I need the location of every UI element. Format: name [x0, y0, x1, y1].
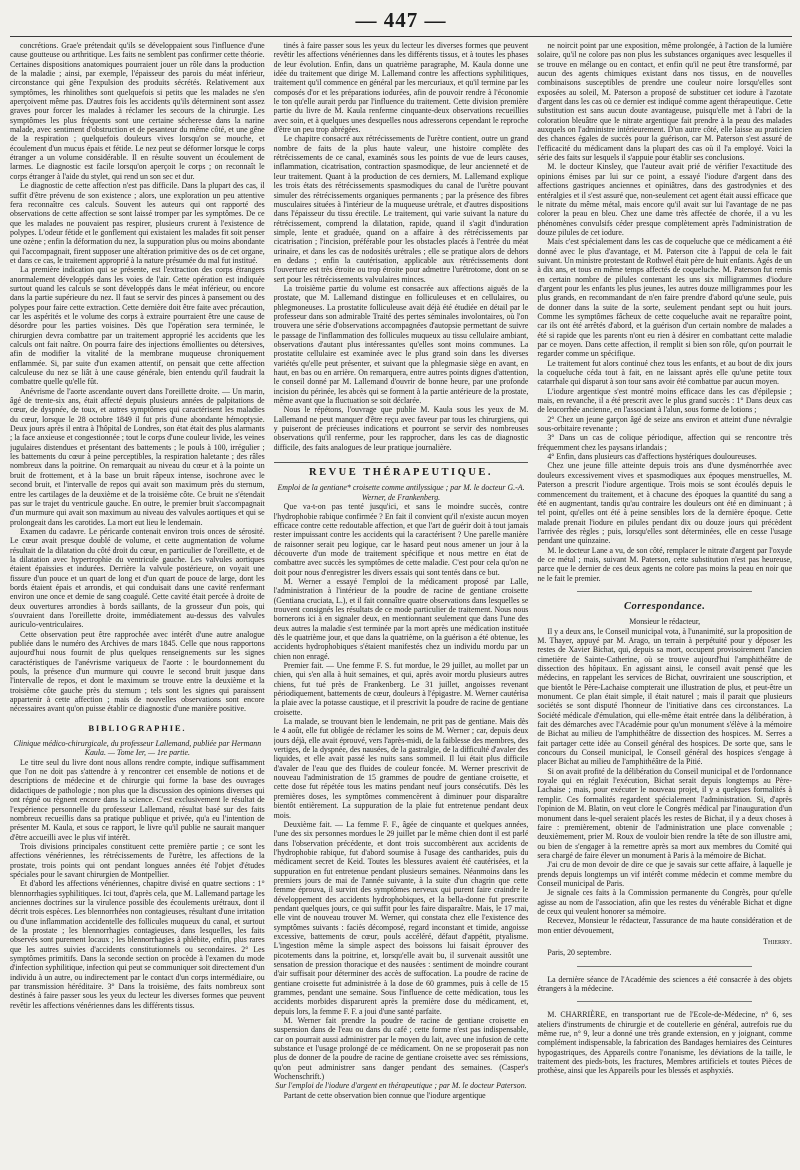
paragraph: Et d'abord les affections vénériennes, chapitre divisé en quatre sections : 1° blennorrhagies syphilitiques. Ici tout, d'après cela, que M. Lallemand partage les anciennes doctrines sur la virulence possible des écoulements urétraux, dont il décrit trois espèces. Les blennorrhées non contagieuses, résultant d'une irritation ou d'une inflammation accidentelle des follicules muqueux du canal, et surtout de la prostate ; les blennorrhagies contagieuses, dans lesquelles, les faits observés sont purement locaux ; les blennorrhagies à phlébite, enfin, plus rares que les autres suivies d'accidents constitutionnels ou secondaires. 2° Les symptômes primitifs. Dans la seconde section on procède à l'examen du mode d'infection syphilitique, infection qui peut se communiquer soit directement d'un individu à un autre, ou indirectement par le contact d'un corps intermédiaire, ou par transmission héréditaire. 3° Dans la troisième, des faits nombreux sont destinés à faire passer sous les yeux du lecteur les diverses formes que peuvent revêtir les affections vénériennes dans les différents tissus.	[10, 879, 265, 1010]
paragraph: Recevez, Monsieur le rédacteur, l'assurance de ma haute considération et de mon entier dévouement,	[537, 916, 793, 935]
paragraph: Cette observation peut être rapprochée avec intérêt d'une autre analogue publiée dans le numéro des Archives de mars 1845. Celle que nous rapportons aujourd'hui nous fournit de plus quelques renseignements sur les signes caractéristiques de l'anévrisme variqueux de l'aorte : le bourdonnement du pouls, la présence d'un murmure qui couvre le second bruit jusque dans l'intervalle de repos, et dont le maximum se trouve entre la deuxième et la troisième côte gauche près du sternum ; tels sont les signes qui paraissent appartenir à cette affection ; mais de nouvelles observations sont encore nécessaires avant qu'on puisse établir ce diagnostic d'une manière positive.	[10, 629, 265, 714]
article-title: Sur l'emploi de l'iodure d'argent en thérapeutique ; par M. le docteur Paterson.	[275, 1081, 527, 1091]
paragraph: Je signale ces faits à la Commission permanente du Congrès, pour qu'elle agisse au nom de l'association, afin que les restes du vénérable Bichat et digne de ceux qui veulent honorer sa mémoire.	[537, 888, 793, 916]
paragraph: 2° Chez un jeune garçon âgé de seize ans environ et atteint d'une névralgie sous-orbitaire revenante ;	[537, 414, 793, 434]
date-line: Paris, 20 septembre.	[547, 948, 612, 958]
paragraph: Le traitement fut alors continué chez tous les enfants, et au bout de dix jours la coqueluche céda tout à fait, en ne laissant après elle qu'une petite toux catarrhale qui disparut à son tour sans avoir été combattue par aucun moyen.	[537, 358, 793, 387]
paragraph: La troisième partie du volume est consacrée aux affections aiguës de la prostate, que M. Lallemand distingue en folliculeuses et en cellulaires, ou phlegmoneuses. La prostatite folliculeuse avait déjà été étudiée en détail par le professeur dans son admirable Traité des pertes séminales involontaires, où l'on trouvera une série d'observations accompagnées d'autopsie permettant de suivre le passage de l'inflammation des follicules muqueux au tissu cellulaire ambiant, observations d'autant plus intéressantes qu'elles sont moins communes. La prostatite cellulaire est examinée avec le plus grand soin dans les diverses variétés qu'elle peut présenter, et suivant que la phlegmasie siège en avant, en haut, en bas ou en arrière. On remarquera, entre autres points dignes d'attention, le conseil donné par M. Lallemand d'ouvrir de bonne heure, par une profonde incision du périnée, les abcès qui se forment à la partie antérieure de la prostate, même avant que la fluctuation se soit déclarée.	[273, 283, 529, 406]
page-header	[10, 6, 792, 37]
paragraph: Examen du cadavre. Le péricarde contenait environ trois onces de sérosité. Le cœur avait presque doublé de volume, et cette augmentation de volume résultait de la dilatation du côté droit du cœur, en particulier de l'oreillette, et de la dilatation avec hypertrophie du ventricule gauche. Les valvules aortiques étaient épaissies et indurées. Derrière la valvule postérieure, on voyait une fissure d'un pouce et un quart de long et d'un quart de pouce de large, dont les bords étaient épais et arrondis, et qui conduisait dans une cavité renfermant environ une once et demie de sang coagulé. Cette cavité était percée à droite de deux ouvertures arrondies à bords saillants, de la grosseur d'un pois, qui s'ouvraient dans l'oreillette droite, immédiatement au-dessus des valvules auriculo-ventriculaires.	[10, 526, 265, 630]
divider	[577, 591, 752, 592]
paragraph: 3° Dans un cas de colique périodique, affection qui se rencontre très fréquemment chez les paysans irlandais ;	[537, 433, 793, 452]
paragraph: Chez une jeune fille atteinte depuis trois ans d'une dysménorrhée avec douleurs excessivement vives et spasmodiques aux époques menstruelles, M. Paterson a prescrit l'iodure argentique. Trois mois se sont écoulés depuis le commencement du traitement, et à chacune des époques la quantité du sang a été en augmentant, tandis qu'au contraire les douleurs ont été en diminuant ; à tel point, qu'elles ont été à peine sensibles lors de la dernière époque. Cette malade prenait l'iodure en pilules pendant dix ou douze jours qui précèdent l'arrivée des règles ; puis, lorsqu'elles sont déterminées, elle en cesse l'usage pendant une quinzaine.	[537, 461, 793, 546]
paragraph: Mais c'est spécialement dans les cas de coqueluche que ce médicament a été donné avec le plus d'avantage, et M. Paterson cite à l'appui de cela le fait suivant. Un ministre protestant de Rothwel était père de huit enfants. Agés de un à dix ans, et tous en même temps affectés de coqueluche. M. Paterson fut remis en certain nombre de pilules contenant les uns six milligrammes d'iodure d'argent pour les enfants les plus jeunes, les autres douze milligrammes pour les plus grands, en recommandant de n'en faire prendre d'abord qu'une seule, puis de donner dans la suite de la sorte, seulement pendant sept ou huit jours. Comme les symptômes fâcheux de cette coqueluche avait ne reparaître point, car ils ont été arrêtés d'abord, et la guérison d'un certain nombre de malades a été si rapide que les parents n'ont eu rien à désirer en combattant cette maladie par ce moyen. Dans cette affection, il remplit si bien son rôle, qu'on pourrait le regarder comme un spécifique.	[537, 237, 793, 359]
book-title: Clinique médico-chirurgicale, du professeur Lallemand, publiée par Hermann Kaula. — Tome Ier, — 1re partie.	[13, 739, 262, 758]
column-3	[537, 41, 792, 1166]
paragraph: Le chapitre consacré aux rétrécissements de l'urètre contient, outre un grand nombre de faits de la plus haute valeur, une histoire complète des rétrécissements de ce canal, examinés sous les points de vue de leurs causes, inflammation, cicatrisation, contraction spasmodique, de leur ancienneté et de leur traitement. Quant à la production de ces derniers, M. Lallemand explique les trois états des rétrécissements spasmodiques du canal de l'urètre pouvant simuler des rétrécissements organiques permanents ; par la présence des fibres musculaires situées à l'intérieur de la muqueuse urétrale, et d'autres dispositions dans l'épaisseur du tissu érectile. Le traitement, qui varie suivant la nature du rétrécissement, comprend la dilatation, rapide, quand il s'agit d'induration simple, lente et graduée, quand on a affaire à des rétrécissements par cicatrisation ; l'incision, préférable pour les obstacles placés à l'entrée du méat urinaire, et dans les cas de nodosités urétrales ; elle se pratique alors de dehors en dedans ; enfin la cautérisation, applicable aux rétrécissements dont l'ouverture est très étroite ou trop étroite pour admettre l'urétrotome, dont on se sert pour les rétrécissements valvulaires minces.	[273, 134, 529, 284]
paragraph: Le diagnostic de cette affection n'est pas difficile. Dans la plupart des cas, il suffit d'être prévenu de son existence ; alors, une exploration un peu attentive fera reconnaître ces calculs. Souvent les auteurs qui ont rapporté des observations de cette affection se sont laissé tromper par les symptômes. De ce que les malades ne pouvaient pas respirer, plusieurs crurent à l'existence de polypes. L'odeur fétide et le gonflement qui existaient les malades fit soit penser une ozène ; enfin la déformation du nez, la suppuration plus ou moins abondante qui l'accompagnait, firent supposer une altération primitive des os de cet organe, et dans ce cas, le traitement approprié à la nature présumée du mal fut institué.	[10, 181, 265, 265]
paragraph: Anévrisme de l'aorte ascendante ouvert dans l'oreillette droite. — Un marin, âgé de trente-six ans, était affecté depuis plusieurs années de palpitations de cœur, de dyspnée, de toux, et autres symptômes qui caractérisent les maladies du cœur, lorsque le 28 octobre 1849 il fut pris d'une abondante hémoptysie. Deux jours après il entra à l'hôpital de Londres, son état était des plus alarmants ; la face anxieuse et congestionnée ; tout le corps d'une couleur livide, les veines jugulaires distendues et présentant des battements ; le pouls à 100, irrégulier ; les battements du cœur à peine perceptibles, la respiration haletante ; des râles nombreux dans la poitrine. On remarquait au niveau du cœur et à la pointe un bruit de frottement, et à la base un bruit râpeux intense, isochrone avec le second bruit, et l'intervalle de repos qui avait son maximum près du sternum, entre les cartilages de la deuxième et de la troisième côte. Ce bruit ne s'étendait pas sur le trajet du ventricule gauche. En outre, le premier bruit s'accompagnait d'un murmure qui avait son maximum au niveau des valvules aortiques et qui se prolongeait dans les carotides. La mort eut lieu le lendemain.	[10, 386, 265, 527]
paragraph: ne noircit point par une exposition, même prolongée, à l'action de la lumière solaire, qu'il ne colore pas non plus les substances organiques avec lesquelles il se trouve en mélange ou en contact, et enfin qu'il ne peut être transformé, par aucun des agents chimiques existant dans nos tissus, en de nouvelles combinaisons susceptibles de prendre une couleur noire lorsqu'elles sont exposées au soleil, M. Paterson a proposé de substituer cet iodure à l'azotate d'argent dans les cas où ce dernier est indiqué comme agent thérapeutique. Cette substitution est sans aucun doute avantageuse, puisqu'elle met à l'abri de la coloration bleuâtre que le nitrate argentique fait prendre à la peau des malades auxquels on l'administre intérieurement. D'un autre côté, elle laisse au praticien des chances égales de succès pour la guérison, car M. Paterson s'est assuré de l'efficacité du médicament dans la plupart des cas où il l'a employé. Voici la série des faits sur lesquels il s'appuie pour établir ses conclusions.	[537, 41, 793, 163]
column-2	[274, 41, 529, 1166]
paragraph: M. Werner fait prendre la poudre de racine de gentiane croisette en suspension dans de l'eau ou dans du café ; cette forme n'est pas indispensable, car on pourrait aussi administrer par le moyen du lait, avec une infusion de cette substance et l'usage prolongé de ce médicament. On ne se proposerait pas non plus de donner de la poudre de racine de gentiane croisette avec ses rémissions, qu'on peut administrer sans danger pendant des semaines. (Casper's Wochenschrift.)	[273, 1016, 529, 1082]
paragraph: Le titre seul du livre dont nous allons rendre compte, indique suffisamment que l'on ne doit pas s'attendre à y rencontrer cet ensemble de notions et de descriptions de médecine et de chirurgie qui forme la base des ouvrages didactiques de pathologie ; non plus que la discussion des opinions diverses qui ont régné ou règnent encore dans la science. C'est exclusivement le résultat de l'expérience personnelle du professeur Lallemand, résultat basé sur des faits nombreux recueillis dans sa pratique publique et privée, qu'a eu l'intention de présenter M. Kaula, et sous ce rapport, le livre qu'il publie ne saurait manquer d'être accueilli avec le plus vif intérêt.	[10, 757, 265, 842]
paragraph: Il y a deux ans, le Conseil municipal vota, à l'unanimité, sur la proposition de M. Thayer, appuyé par M. Arago, un terrain à perpétuité pour y déposer les restes de Xavier Bichat, qui, depuis sa mort, occupent provisoirement l'ancien cimetière de Sainte-Catherine, où se trouve aujourd'hui l'amphithéâtre de dissection des hôpitaux. En agissant ainsi, le conseil avait pensé que les médecins, en rappelant les services de Bichat, ouvriraient une souscription, et que bientôt le Père-Lachaise compterait une illustration de plus, et peut-être un monument. Ce plan était simple, il était naturel ; mais il parait que plusieurs sociétés se sont disputé l'honneur de l'initiative dans ces circonstances. La Société médicale d'émulation, qui elle-même était entrée dans la délibération, à fait des démarches avec l'Académie pour qu'un monument s'élève à la mémoire de Bichat au milieu de l'amphithéâtre de dissection des hospices. M. Serres a fait partager cette idée au Conseil général des hospices. De sorte que, sans le concours du Conseil municipal, le Conseil général des hospices s'engage à placer Bichat au milieu de l'amphithéâtre de la Pitié.	[537, 626, 793, 767]
salutation: Monsieur le rédacteur,	[629, 617, 701, 627]
section-title-correspondance: Correspondance.	[624, 600, 706, 612]
divider	[577, 966, 752, 967]
paragraph: M. le docteur Kinsley, que l'auteur avait prié de vérifier l'exactitude des opinions émises par lui sur ce point, a essayé l'iodure d'argent dans des affections gastriques anciennes et opiniâtres, dans des gastrodynies et des entéralgies et il s'est assuré que, non-seulement cet agent était aussi efficace que le nitrate du même métal, mais encore qu'il avait sur lui l'avantage de ne pas colorer la peau en bleu. Chez une dame très affectée de chorée, il a vu les phénomènes convulsifs céder presque complètement après l'administration de douze pilules de cet iodure.	[537, 162, 793, 237]
advertisement: M. CHARRIÈRE, en transportant rue de l'Ecole-de-Médecine, n° 6, ses ateliers d'instruments de chirurgie et de coutellerie en général, autrefois rue du même rue, n° 9, leur a donné une très grande extension, en y joignant, comme complément indispensable, la fabrication des Bandages herniaires des Ceintures hypogastriques, des Appareils contre l'onanisme, les déviations de la taille, le traitement des pieds-bots, les fractures, Membres artificiels et toutes Pièces de prothèse, ainsi que les Appareils pour les blessés et asphyxiés.	[537, 1010, 793, 1076]
paragraph: Trois divisions principales constituent cette première partie ; ce sont les affections vénériennes, les rétrécissements de l'urètre, les affections de la prostate, trois points qui ont pendant longues années été l'objet d'études spéciales pour le savant chirurgien de Montpellier.	[10, 841, 265, 879]
divider	[577, 1001, 752, 1002]
paragraph: La dernière séance de l'Académie des sciences a été consacrée à des objets étrangers à la médecine.	[537, 974, 793, 993]
paragraph: M. le docteur Lane a vu, de son côté, remplacer le nitrate d'argent par l'oxyde de ce métal ; mais, suivant M. Paterson, cette substitution n'est pas heureuse, parce que le dernier de ces deux agents ne colore pas moins la peau en noir que ne le fait le premier.	[537, 545, 793, 583]
page-number: — 447 —	[355, 8, 447, 32]
paragraph: Premier fait. — Une femme F. S. fut mordue, le 29 juillet, au mollet par un chien, qui s'en alla à huit semaines, et qui, après avoir mordu plusieurs autres chiens, fut tué près de Frankenberg. Le 31 juillet, angoisses revenant périodiquement, battements de cœur, douleurs à l'épigastre. M. Werner cautérisa la plaie avec la potasse caustique, et il prescrivit la poudre de racine de gentiane croisette.	[273, 661, 529, 717]
paragraph: L'iodure argentique s'est montré moins efficace dans les cas d'épilepsie ; mais, en revanche, il a été prescrit avec le plus grand succès : 1° Dans deux cas de leucorrhée ancienne, en l'associant à l'alun, sous forme de lotions ;	[537, 386, 793, 415]
paragraph: concrétions. Grae'e prétendait qu'ils se développaient sous l'influence d'une cause goutteuse ou arthritique. Les faits ne semblent pas confirmer cette théorie. Certaines dispositions anatomiques pourraient jouer un rôle dans la production de la maladie ; ainsi, par exemple, l'épaisseur des parois du méat inférieur, circonstance qui gêne l'expulsion des produits sécrétés. Relativement aux symptômes, les rhinolithes sont quelquefois si petits que les malades ne s'en aperçoivent même pas. D'autres fois les accidents qu'ils déterminent sont assez graves pour forcer les malades à réclamer les secours de la chirurgie. Les symptômes les plus fréquents sont une certaine sécheresse dans la narine malade, avec sentiment d'obstruction et de pesanteur du même côté, et une gêne de la respiration ; quelquefois douleurs vives lorsqu'on se mouche, et écoulement d'un mucus épais et fétide. Le nez peut se déformer lorsque le corps étranger a un volume considérable. Il en résulte souvent un écoulement de larmes. Le diagnostic est facile lorsqu'on aperçoit le corps ; on reconnaît le corps étranger à l'aide du stylet, qui rend un son sec et dur.	[10, 41, 265, 181]
column-1	[10, 41, 265, 1166]
paragraph: Si on avait profité de la délibération du Conseil municipal et de l'ordonnance royale qui en réglait l'exécution, Bichat serait depuis longtemps au Père-Lachaise ; mais, pour exécuter le nouveau projet, il y a quelques formalités à remplir. Ces formalités regardent spécialement l'administration. Si, d'après l'opinion de M. Blatin, on veut clore le Congrès médical par l'inauguration d'un monument dans le-quel seraient placés les restes de Bichat, il y a deux choses à faire : premièrement, obtenir de l'administration une place convenable ; deuxièmement, prier M. Roux de vouloir bien rendre la tête de son illustre ami, ou bien de s'engager à la remettre après sa mort aux membres du Comité qui sera chargé de faire élever un monument à Paris à la mémoire de Bichat.	[537, 766, 793, 860]
paragraph: La malade, se trouvant bien le lendemain, ne prit pas de gentiane. Mais dès le 4 août, elle fut obligée de réclamer les soins de M. Werner ; car, depuis deux jours déjà, elle avait éprouvé, vers l'après-midi, de la faiblesse des membres, des vertiges, de la dyspnée, des nausées, de la gastralgie, de la difficulté d'avaler des liquides, et elle avait passé les nuits sans sommeil. Il lui était plus difficile d'avaler de l'eau que des fluides de couleur foncée. M. Werner prescrivit de nouveau l'administration de 15 grammes de poudre de gentiane croisette, et cette dose fut répétée tous les matins pendant neuf jours consécutifs. Dès les premières doses, les symptômes commencèrent à diminuer pour disparaître bientôt entièrement. La suppuration de la plaie fut entretenue pendant deux mois.	[273, 717, 529, 820]
paragraph: Partant de cette observation bien connue que l'iodure argentique	[283, 1090, 486, 1100]
paragraph: 4° Enfin, dans plusieurs cas d'affections hystériques douloureuses.	[547, 452, 757, 462]
paragraph: Nous le répétons, l'ouvrage que publie M. Kaula sous les yeux de M. Lallemand ne peut manquer d'être reçu avec faveur par tous les chirurgiens, qui y puiseront de précieuses indications et pourront se servir des nombreuses observations qu'il renferme, pour les rapprocher, dans les cas de diagnostic difficile, des faits analogues de leur pratique journalière.	[273, 405, 529, 452]
paragraph: J'ai cru de mon devoir de dire ce que je savais sur cette affaire, à laquelle je prends depuis longtemps un vif intérêt comme médecin et comme membre du Conseil municipal de Paris.	[537, 860, 793, 888]
paragraph: Que va-t-on pas tenté jusqu'ici, et sans le moindre succès, contre l'hydrophobie rabique confirmée ? En fait il convient qu'il n'existe aucun moyen efficace contre cette redoutable affection, et que l'art de guérir doit à tout jamais rester impuissant contre les accidents qui la caractérisent ? Une parelle manière de raisonner serait peu logique, car le hasard peut nous amener un jour à la découverte d'un mode de traitement spécifique et nous mettre en état de combattre avec succès les symptômes de cette maladie. C'est pour cela qu'on ne doit pour nous d'enregistrer les divers essais qui sont tentés dans ce but.	[273, 502, 529, 577]
paragraph: tinés à faire passer sous les yeux du lecteur les diverses formes que peuvent revêtir les affections vénériennes dans les différents tissus, et à toutes les phases de leur évolution. Enfin, dans un quatrième paragraphe, M. Kaula donne une idée du traitement que dirige M. Lallemand contre les affections syphilitiques, traitement qu'il commence en général par les mercuriaux, et qu'il termine par les composés d'or et les préparations iodurées, afin de pouvoir rendre à l'économie le ton qu'elle aurait perdu par l'influence du traitement. Cette division première partie du livre de M. Kaula renferme cinquante-deux observations recueillies avec soin, et à quelques unes desquelles nous adresserons cependant le reproche d'être un peu trop abrégées.	[273, 41, 529, 135]
paragraph: M. Werner a essayé l'emploi de la médicament proposé par Lalle, l'administration à l'intérieur de la poudre de racine de gentiane croisette (Gentiana cruciata, L.), et il fait connaître quatre observations dans lesquelles se trouvent consignés les résultats de ce mode particulier de traitement. Nous nous bornerons ici à en signaler deux, en mentionnant seulement que dans l'une des deux autres la maladie s'est terminée par la mort après une médication instituée dès le quatrième jour, et que dans la quatrième, on la guérison a été obtenue, les accidents hydrophobiques s'étaient manifestés chez un individu mordu par un chien non enragé.	[273, 576, 529, 661]
signature: Thierry.	[763, 936, 793, 946]
section-title-revue-therapeutique: REVUE THÉRAPEUTIQUE.	[274, 462, 529, 477]
columns	[10, 41, 792, 1166]
paragraph: Deuxième fait. — La femme F. F., âgée de cinquante et quelques années, l'une des six personnes mordues le 29 juillet par le même chien dont il est parlé dans l'observation précédente, et dont trois succombèrent aux accidents de l'hydrophobie rabique, fut d'abord soumise à l'usage des cantharides, puis du médicament secret de Keid. Toutes les blessures avaient été cautérisées, et la suppuration en fut entretenue pendant plusieurs semaines. Néanmoins dans les premiers jours de mai de l'année suivante, à la suite d'un chagrin que cette femme éprouva, il survint des symptômes nerveux qui purent faire craindre le développement des accidents hydrophobiques, et la bella-donne fut prescrite pendant quelques jours, ce qui suffit pour les faire disparaître. Mais, le 17 mai, elle vint de nouveau trouver M. Werner, qui constata chez elle l'existence des symptômes suivants : faciès décomposé, regard inconstant et timide, angoisse excessive, battements de cœur, pouls accéléré, défaut d'appétit, ptyalisme. L'ingestion même la simple aspect des boissons lui faisait éprouver des picotements dans la poitrine, et, lorsqu'elle avait bu, il survenait aussitôt une sensation de pression thoracique et des nausées : sentiment de moindre courant d'air suffisait pour déterminer des accès de suffocation. La poudre de racine de gentiane croisette fut administrée à la dose de 60 grammes, puis à celle de 15 grammes, pendant une semaine. Sous l'influence de cette médication, tous les accidents morbides disparurent après la première dose du médicament, et, depuis lors, la femme F. F. a joui d'une santé parfaite.	[273, 819, 529, 1016]
article-title: Emploi de la gentiane* croisette comme antilyssique ; par M. le docteur G.-A. Werner, de Frankenberg.	[277, 483, 525, 502]
paragraph: La première indication qui se présente, est l'extraction des corps étrangers anormalement développés dans les voies de l'air. Cette opération est indiquée surtout quand les calculs se sont développés dans le méat inférieur, ou encore dans la partie supérieure du nez. Il faut se servir des pinces à pansement ou des polypes pour faire cette extraction. Cette dernière doit être faite avec précaution, car les aspérités et le volume des corps à extraire pourraient être une cause de désordre pour les parties voisines. Dès que l'opération sera terminée, le chirurgien devra combattre par un traitement approprié les accidents que les calculs ont fait naître. On pourra faire des injections émollientes ou détersives, afin de modifier la vitalité de la membrane muqueuse chroniquement enflammée. Si, par suite d'un examen attentif, on pensait que cette affection calculeuse du nez se liât à une cause générale, bien entendu qu'il faudrait la combattre quelle qu'elle fût.	[10, 265, 265, 387]
section-title-bibliographie: BIBLIOGRAPHIE.	[88, 722, 187, 733]
